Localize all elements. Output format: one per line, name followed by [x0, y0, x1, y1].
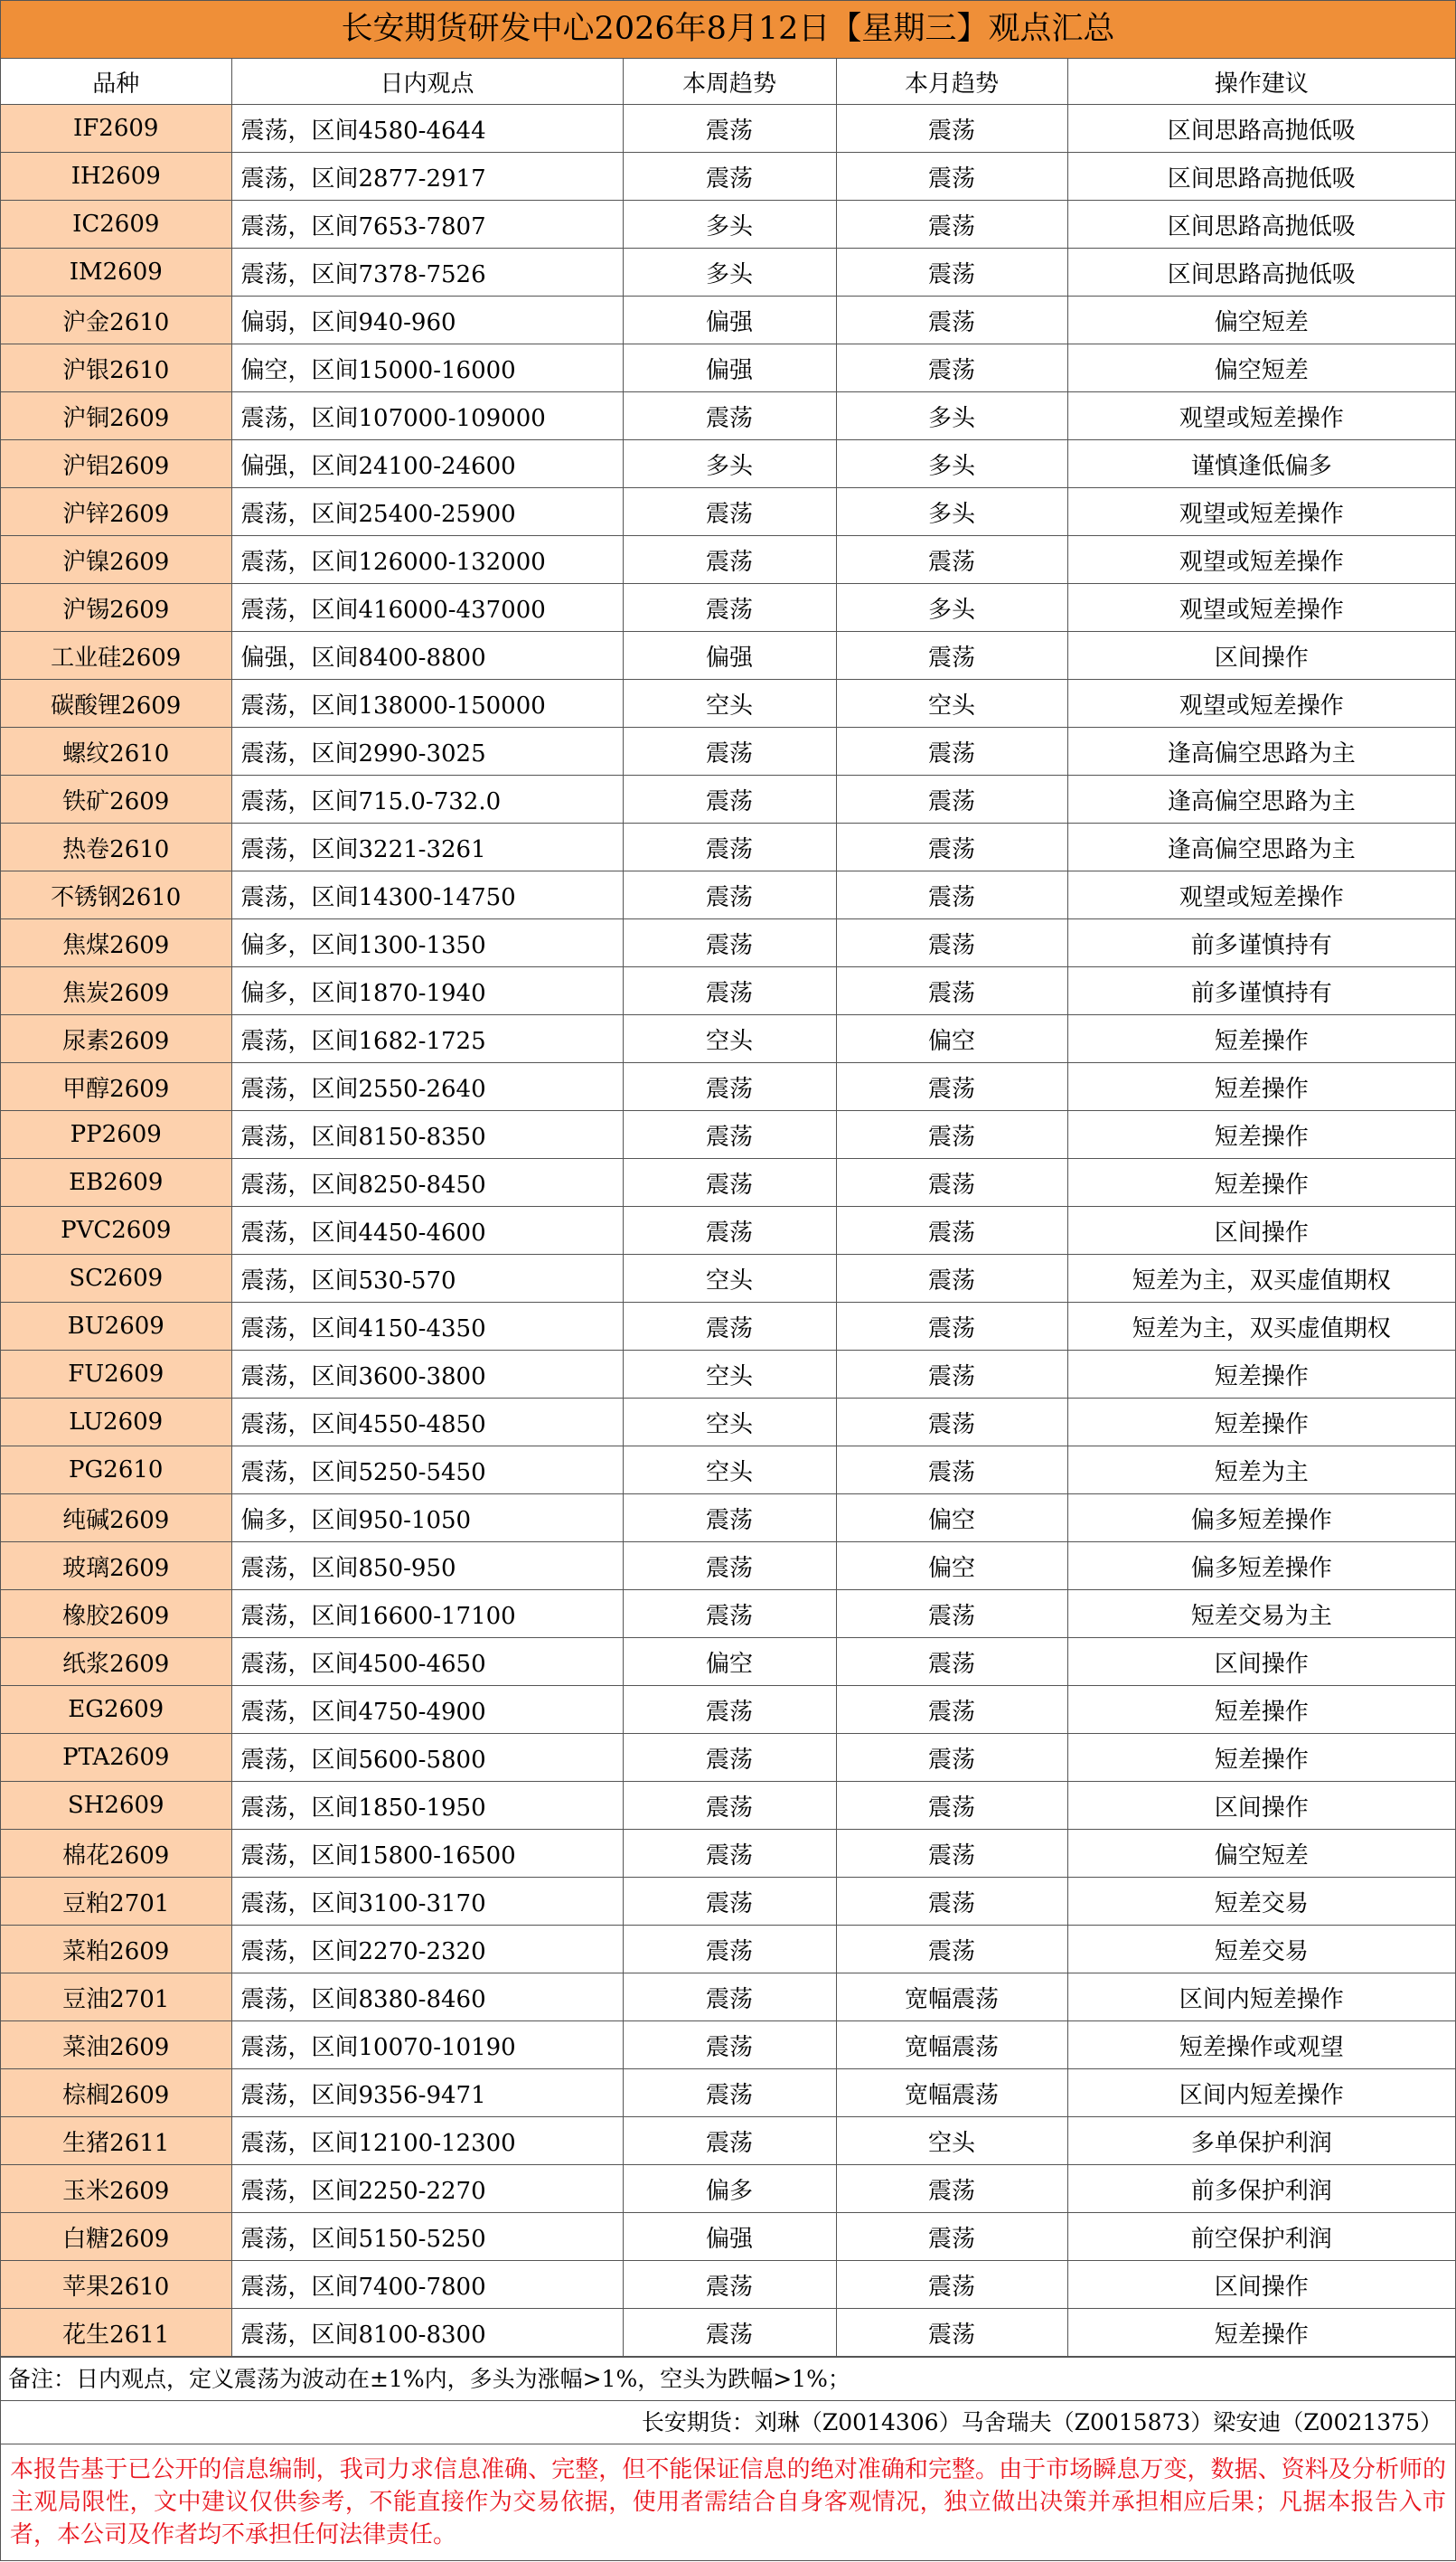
variety-cell: 纯碱2609 — [1, 1494, 231, 1542]
table-row — [1, 536, 1455, 584]
table-row — [1, 1207, 1455, 1255]
intraday-view-cell: 震荡，区间3600-3800 — [231, 1351, 623, 1399]
monthly-trend-cell: 宽幅震荡 — [836, 1973, 1067, 2021]
advice-cell: 前空保护利润 — [1067, 2213, 1455, 2261]
advice-cell: 短差为主，双买虚值期权 — [1067, 1255, 1455, 1303]
table-row — [1, 249, 1455, 297]
table-row — [1, 440, 1455, 488]
variety-cell: 热卷2610 — [1, 824, 231, 871]
monthly-trend-cell: 震荡 — [836, 297, 1067, 344]
table-row — [1, 871, 1455, 919]
weekly-trend-cell: 震荡 — [623, 153, 836, 201]
monthly-trend-cell: 震荡 — [836, 153, 1067, 201]
monthly-trend-cell: 震荡 — [836, 728, 1067, 776]
weekly-trend-cell: 空头 — [623, 1446, 836, 1494]
weekly-trend-cell: 震荡 — [623, 1590, 836, 1638]
weekly-trend-cell: 震荡 — [623, 2261, 836, 2309]
header-intraday: 日内观点 — [231, 59, 623, 105]
table-row — [1, 1638, 1455, 1686]
variety-cell: 沪金2610 — [1, 297, 231, 344]
weekly-trend-cell: 震荡 — [623, 392, 836, 440]
advice-cell: 前多保护利润 — [1067, 2165, 1455, 2213]
intraday-view-cell: 震荡，区间8150-8350 — [231, 1111, 623, 1159]
weekly-trend-cell: 震荡 — [623, 1734, 836, 1782]
variety-cell: BU2609 — [1, 1303, 231, 1351]
intraday-view-cell: 震荡，区间7400-7800 — [231, 2261, 623, 2309]
intraday-view-cell: 震荡，区间4150-4350 — [231, 1303, 623, 1351]
monthly-trend-cell: 震荡 — [836, 632, 1067, 680]
variety-cell: 沪铝2609 — [1, 440, 231, 488]
variety-cell: IF2609 — [1, 105, 231, 153]
weekly-trend-cell: 震荡 — [623, 776, 836, 824]
advice-cell: 短差交易 — [1067, 1926, 1455, 1973]
intraday-view-cell: 偏弱，区间940-960 — [231, 297, 623, 344]
table-row — [1, 2261, 1455, 2309]
variety-cell: 螺纹2610 — [1, 728, 231, 776]
monthly-trend-cell: 震荡 — [836, 1303, 1067, 1351]
variety-cell: 工业硅2609 — [1, 632, 231, 680]
intraday-view-cell: 震荡，区间25400-25900 — [231, 488, 623, 536]
variety-cell: 沪银2610 — [1, 344, 231, 392]
variety-cell: 铁矿2609 — [1, 776, 231, 824]
table-row — [1, 2021, 1455, 2069]
weekly-trend-cell: 震荡 — [623, 728, 836, 776]
monthly-trend-cell: 震荡 — [836, 871, 1067, 919]
variety-cell: 白糖2609 — [1, 2213, 231, 2261]
advice-cell: 区间内短差操作 — [1067, 1973, 1455, 2021]
weekly-trend-cell: 震荡 — [623, 1782, 836, 1830]
monthly-trend-cell: 震荡 — [836, 2165, 1067, 2213]
intraday-view-cell: 震荡，区间2250-2270 — [231, 2165, 623, 2213]
monthly-trend-cell: 震荡 — [836, 1159, 1067, 1207]
variety-cell: 碳酸锂2609 — [1, 680, 231, 728]
variety-cell: 尿素2609 — [1, 1015, 231, 1063]
monthly-trend-cell: 震荡 — [836, 1926, 1067, 1973]
variety-cell: IM2609 — [1, 249, 231, 297]
footnote: 备注：日内观点，定义震荡为波动在±1%内，多头为涨幅>1%，空头为跌幅>1%； — [1, 2357, 1455, 2401]
table-row — [1, 1734, 1455, 1782]
variety-cell: 豆油2701 — [1, 1973, 231, 2021]
weekly-trend-cell: 震荡 — [623, 1542, 836, 1590]
monthly-trend-cell: 震荡 — [836, 824, 1067, 871]
advice-cell: 短差操作 — [1067, 1734, 1455, 1782]
monthly-trend-cell: 多头 — [836, 392, 1067, 440]
table-row — [1, 1590, 1455, 1638]
variety-cell: SH2609 — [1, 1782, 231, 1830]
table-row — [1, 1782, 1455, 1830]
advice-cell: 短差为主，双买虚值期权 — [1067, 1303, 1455, 1351]
intraday-view-cell: 震荡，区间9356-9471 — [231, 2069, 623, 2117]
intraday-view-cell: 震荡，区间2877-2917 — [231, 153, 623, 201]
intraday-view-cell: 偏强，区间8400-8800 — [231, 632, 623, 680]
intraday-view-cell: 震荡，区间416000-437000 — [231, 584, 623, 632]
advice-cell: 区间操作 — [1067, 1207, 1455, 1255]
advice-cell: 区间思路高抛低吸 — [1067, 201, 1455, 249]
table-row — [1, 632, 1455, 680]
table-row — [1, 1542, 1455, 1590]
advice-cell: 观望或短差操作 — [1067, 680, 1455, 728]
intraday-view-cell: 震荡，区间2270-2320 — [231, 1926, 623, 1973]
weekly-trend-cell: 空头 — [623, 1255, 836, 1303]
monthly-trend-cell: 偏空 — [836, 1542, 1067, 1590]
intraday-view-cell: 震荡，区间850-950 — [231, 1542, 623, 1590]
weekly-trend-cell: 震荡 — [623, 824, 836, 871]
monthly-trend-cell: 震荡 — [836, 776, 1067, 824]
advice-cell: 短差操作 — [1067, 1159, 1455, 1207]
advice-cell: 观望或短差操作 — [1067, 488, 1455, 536]
intraday-view-cell: 震荡，区间4750-4900 — [231, 1686, 623, 1734]
weekly-trend-cell: 震荡 — [623, 2021, 836, 2069]
table-row — [1, 1351, 1455, 1399]
advice-cell: 短差操作 — [1067, 1015, 1455, 1063]
advice-cell: 多单保护利润 — [1067, 2117, 1455, 2165]
monthly-trend-cell: 震荡 — [836, 1638, 1067, 1686]
variety-cell: 不锈钢2610 — [1, 871, 231, 919]
monthly-trend-cell: 震荡 — [836, 1878, 1067, 1926]
intraday-view-cell: 震荡，区间8100-8300 — [231, 2309, 623, 2357]
advice-cell: 短差操作 — [1067, 1399, 1455, 1446]
advice-cell: 短差操作 — [1067, 1351, 1455, 1399]
weekly-trend-cell: 震荡 — [623, 2069, 836, 2117]
table-row — [1, 1015, 1455, 1063]
table-row — [1, 824, 1455, 871]
advice-cell: 短差交易为主 — [1067, 1590, 1455, 1638]
intraday-view-cell: 震荡，区间3100-3170 — [231, 1878, 623, 1926]
table-row — [1, 297, 1455, 344]
weekly-trend-cell: 震荡 — [623, 584, 836, 632]
intraday-view-cell: 震荡，区间10070-10190 — [231, 2021, 623, 2069]
advice-cell: 逢高偏空思路为主 — [1067, 776, 1455, 824]
advice-cell: 观望或短差操作 — [1067, 392, 1455, 440]
weekly-trend-cell: 震荡 — [623, 2117, 836, 2165]
intraday-view-cell: 震荡，区间4550-4850 — [231, 1399, 623, 1446]
table-row — [1, 1446, 1455, 1494]
intraday-view-cell: 震荡，区间1850-1950 — [231, 1782, 623, 1830]
monthly-trend-cell: 震荡 — [836, 967, 1067, 1015]
table-row — [1, 488, 1455, 536]
table-row — [1, 2213, 1455, 2261]
variety-cell: 焦煤2609 — [1, 919, 231, 967]
authors-line: 长安期货：刘琳（Z0014306）马舍瑞夫（Z0015873）梁安迪（Z0021375） — [1, 2401, 1455, 2444]
variety-cell: 玻璃2609 — [1, 1542, 231, 1590]
intraday-view-cell: 震荡，区间126000-132000 — [231, 536, 623, 584]
advice-cell: 区间内短差操作 — [1067, 2069, 1455, 2117]
intraday-view-cell: 偏多，区间1870-1940 — [231, 967, 623, 1015]
table-row — [1, 584, 1455, 632]
advice-cell: 偏空短差 — [1067, 297, 1455, 344]
intraday-view-cell: 震荡，区间7378-7526 — [231, 249, 623, 297]
advice-cell: 区间操作 — [1067, 1638, 1455, 1686]
table-row — [1, 1926, 1455, 1973]
weekly-trend-cell: 多头 — [623, 249, 836, 297]
table-row — [1, 1830, 1455, 1878]
intraday-view-cell: 震荡，区间7653-7807 — [231, 201, 623, 249]
weekly-trend-cell: 震荡 — [623, 1973, 836, 2021]
monthly-trend-cell: 震荡 — [836, 2261, 1067, 2309]
table-row — [1, 1973, 1455, 2021]
variety-cell: IH2609 — [1, 153, 231, 201]
monthly-trend-cell: 震荡 — [836, 105, 1067, 153]
variety-cell: PVC2609 — [1, 1207, 231, 1255]
intraday-view-cell: 震荡，区间715.0-732.0 — [231, 776, 623, 824]
weekly-trend-cell: 震荡 — [623, 919, 836, 967]
weekly-trend-cell: 震荡 — [623, 1159, 836, 1207]
weekly-trend-cell: 多头 — [623, 440, 836, 488]
weekly-trend-cell: 偏强 — [623, 344, 836, 392]
monthly-trend-cell: 震荡 — [836, 1830, 1067, 1878]
monthly-trend-cell: 多头 — [836, 584, 1067, 632]
views-table — [1, 59, 1455, 2357]
table-row — [1, 153, 1455, 201]
monthly-trend-cell: 偏空 — [836, 1015, 1067, 1063]
table-row — [1, 2069, 1455, 2117]
advice-cell: 逢高偏空思路为主 — [1067, 728, 1455, 776]
intraday-view-cell: 震荡，区间2550-2640 — [231, 1063, 623, 1111]
table-row — [1, 680, 1455, 728]
intraday-view-cell: 震荡，区间4580-4644 — [231, 105, 623, 153]
header-variety: 品种 — [1, 59, 231, 105]
table-row — [1, 2309, 1455, 2357]
variety-cell: EB2609 — [1, 1159, 231, 1207]
monthly-trend-cell: 偏空 — [836, 1494, 1067, 1542]
weekly-trend-cell: 震荡 — [623, 1830, 836, 1878]
weekly-trend-cell: 空头 — [623, 1015, 836, 1063]
table-row — [1, 201, 1455, 249]
monthly-trend-cell: 宽幅震荡 — [836, 2069, 1067, 2117]
advice-cell: 逢高偏空思路为主 — [1067, 824, 1455, 871]
variety-cell: PP2609 — [1, 1111, 231, 1159]
monthly-trend-cell: 震荡 — [836, 1255, 1067, 1303]
weekly-trend-cell: 震荡 — [623, 1686, 836, 1734]
variety-cell: PG2610 — [1, 1446, 231, 1494]
weekly-trend-cell: 偏多 — [623, 2165, 836, 2213]
weekly-trend-cell: 多头 — [623, 201, 836, 249]
table-row — [1, 1494, 1455, 1542]
weekly-trend-cell: 震荡 — [623, 105, 836, 153]
intraday-view-cell: 偏多，区间950-1050 — [231, 1494, 623, 1542]
table-row — [1, 2117, 1455, 2165]
monthly-trend-cell: 空头 — [836, 2117, 1067, 2165]
advice-cell: 观望或短差操作 — [1067, 871, 1455, 919]
monthly-trend-cell: 震荡 — [836, 536, 1067, 584]
advice-cell: 短差操作 — [1067, 2309, 1455, 2357]
variety-cell: 棉花2609 — [1, 1830, 231, 1878]
advice-cell: 偏多短差操作 — [1067, 1542, 1455, 1590]
variety-cell: 生猪2611 — [1, 2117, 231, 2165]
advice-cell: 区间操作 — [1067, 632, 1455, 680]
variety-cell: 苹果2610 — [1, 2261, 231, 2309]
advice-cell: 区间操作 — [1067, 1782, 1455, 1830]
variety-cell: 菜粕2609 — [1, 1926, 231, 1973]
table-row — [1, 1399, 1455, 1446]
weekly-trend-cell: 偏强 — [623, 2213, 836, 2261]
table-row — [1, 392, 1455, 440]
intraday-view-cell: 震荡，区间4450-4600 — [231, 1207, 623, 1255]
monthly-trend-cell: 震荡 — [836, 1782, 1067, 1830]
intraday-view-cell: 震荡，区间5150-5250 — [231, 2213, 623, 2261]
table-row — [1, 919, 1455, 967]
weekly-trend-cell: 空头 — [623, 1399, 836, 1446]
weekly-trend-cell: 偏空 — [623, 1638, 836, 1686]
variety-cell: 沪铜2609 — [1, 392, 231, 440]
advice-cell: 观望或短差操作 — [1067, 536, 1455, 584]
intraday-view-cell: 震荡，区间1682-1725 — [231, 1015, 623, 1063]
table-row — [1, 1111, 1455, 1159]
weekly-trend-cell: 震荡 — [623, 871, 836, 919]
variety-cell: 橡胶2609 — [1, 1590, 231, 1638]
weekly-trend-cell: 震荡 — [623, 1494, 836, 1542]
table-row — [1, 105, 1455, 153]
weekly-trend-cell: 震荡 — [623, 967, 836, 1015]
advice-cell: 前多谨慎持有 — [1067, 919, 1455, 967]
monthly-trend-cell: 震荡 — [836, 1446, 1067, 1494]
variety-cell: LU2609 — [1, 1399, 231, 1446]
header-advice: 操作建议 — [1067, 59, 1455, 105]
advice-cell: 观望或短差操作 — [1067, 584, 1455, 632]
intraday-view-cell: 震荡，区间530-570 — [231, 1255, 623, 1303]
advice-cell: 区间操作 — [1067, 2261, 1455, 2309]
advice-cell: 偏空短差 — [1067, 344, 1455, 392]
table-row — [1, 1878, 1455, 1926]
variety-cell: 甲醇2609 — [1, 1063, 231, 1111]
intraday-view-cell: 震荡，区间5600-5800 — [231, 1734, 623, 1782]
table-row — [1, 1063, 1455, 1111]
weekly-trend-cell: 震荡 — [623, 1063, 836, 1111]
intraday-view-cell: 震荡，区间8380-8460 — [231, 1973, 623, 2021]
variety-cell: PTA2609 — [1, 1734, 231, 1782]
intraday-view-cell: 偏强，区间24100-24600 — [231, 440, 623, 488]
advice-cell: 短差操作 — [1067, 1111, 1455, 1159]
monthly-trend-cell: 震荡 — [836, 1351, 1067, 1399]
variety-cell: 焦炭2609 — [1, 967, 231, 1015]
advice-cell: 区间思路高抛低吸 — [1067, 249, 1455, 297]
advice-cell: 短差操作或观望 — [1067, 2021, 1455, 2069]
intraday-view-cell: 震荡，区间5250-5450 — [231, 1446, 623, 1494]
table-row — [1, 776, 1455, 824]
variety-cell: FU2609 — [1, 1351, 231, 1399]
variety-cell: IC2609 — [1, 201, 231, 249]
advice-cell: 短差操作 — [1067, 1063, 1455, 1111]
variety-cell: 沪锡2609 — [1, 584, 231, 632]
variety-cell: 花生2611 — [1, 2309, 231, 2357]
monthly-trend-cell: 震荡 — [836, 1111, 1067, 1159]
weekly-trend-cell: 偏强 — [623, 297, 836, 344]
monthly-trend-cell: 震荡 — [836, 919, 1067, 967]
weekly-trend-cell: 空头 — [623, 680, 836, 728]
monthly-trend-cell: 震荡 — [836, 249, 1067, 297]
monthly-trend-cell: 震荡 — [836, 2309, 1067, 2357]
monthly-trend-cell: 空头 — [836, 680, 1067, 728]
variety-cell: 棕榈2609 — [1, 2069, 231, 2117]
advice-cell: 短差为主 — [1067, 1446, 1455, 1494]
intraday-view-cell: 震荡，区间14300-14750 — [231, 871, 623, 919]
disclaimer: 本报告基于已公开的信息编制，我司力求信息准确、完整，但不能保证信息的绝对准确和完整。由于市场瞬息万变，数据、资料及分析师的主观局限性，文中建议仅供参考，不能直接作为交易依据，使用者需结合自身客观情况，独立做出决策并承担相应后果；凡据本报告入市者，本公司及作者均不承担任何法律责任。 — [10, 2456, 1446, 2548]
table-row — [1, 1303, 1455, 1351]
table-row — [1, 1255, 1455, 1303]
weekly-trend-cell: 空头 — [623, 1351, 836, 1399]
intraday-view-cell: 震荡，区间12100-12300 — [231, 2117, 623, 2165]
advice-cell: 前多谨慎持有 — [1067, 967, 1455, 1015]
weekly-trend-cell: 震荡 — [623, 1207, 836, 1255]
intraday-view-cell: 偏多，区间1300-1350 — [231, 919, 623, 967]
advice-cell: 偏多短差操作 — [1067, 1494, 1455, 1542]
monthly-trend-cell: 宽幅震荡 — [836, 2021, 1067, 2069]
monthly-trend-cell: 震荡 — [836, 1399, 1067, 1446]
monthly-trend-cell: 震荡 — [836, 201, 1067, 249]
intraday-view-cell: 震荡，区间8250-8450 — [231, 1159, 623, 1207]
table-row — [1, 967, 1455, 1015]
weekly-trend-cell: 震荡 — [623, 536, 836, 584]
monthly-trend-cell: 震荡 — [836, 344, 1067, 392]
monthly-trend-cell: 震荡 — [836, 1734, 1067, 1782]
monthly-trend-cell: 震荡 — [836, 2213, 1067, 2261]
variety-cell: 玉米2609 — [1, 2165, 231, 2213]
variety-cell: 纸浆2609 — [1, 1638, 231, 1686]
advice-cell: 短差交易 — [1067, 1878, 1455, 1926]
table-row — [1, 2165, 1455, 2213]
header-weekly-trend: 本周趋势 — [623, 59, 836, 105]
advice-cell: 短差操作 — [1067, 1686, 1455, 1734]
monthly-trend-cell: 多头 — [836, 488, 1067, 536]
table-row — [1, 344, 1455, 392]
variety-cell: EG2609 — [1, 1686, 231, 1734]
intraday-view-cell: 震荡，区间4500-4650 — [231, 1638, 623, 1686]
intraday-view-cell: 震荡，区间2990-3025 — [231, 728, 623, 776]
table-body — [1, 105, 1455, 2357]
intraday-view-cell: 震荡，区间3221-3261 — [231, 824, 623, 871]
advice-cell: 区间思路高抛低吸 — [1067, 153, 1455, 201]
weekly-trend-cell: 震荡 — [623, 488, 836, 536]
advice-cell: 偏空短差 — [1067, 1830, 1455, 1878]
variety-cell: 菜油2609 — [1, 2021, 231, 2069]
header-monthly-trend: 本月趋势 — [836, 59, 1067, 105]
monthly-trend-cell: 震荡 — [836, 1686, 1067, 1734]
weekly-trend-cell: 偏强 — [623, 632, 836, 680]
monthly-trend-cell: 震荡 — [836, 1590, 1067, 1638]
intraday-view-cell: 震荡，区间138000-150000 — [231, 680, 623, 728]
weekly-trend-cell: 震荡 — [623, 1111, 836, 1159]
weekly-trend-cell: 震荡 — [623, 1926, 836, 1973]
monthly-trend-cell: 多头 — [836, 440, 1067, 488]
header-row — [1, 59, 1455, 105]
weekly-trend-cell: 震荡 — [623, 2309, 836, 2357]
intraday-view-cell: 震荡，区间16600-17100 — [231, 1590, 623, 1638]
table-row — [1, 728, 1455, 776]
page-title: 长安期货研发中心2026年8月12日【星期三】观点汇总 — [1, 1, 1455, 59]
intraday-view-cell: 震荡，区间15800-16500 — [231, 1830, 623, 1878]
advice-cell: 区间思路高抛低吸 — [1067, 105, 1455, 153]
advice-cell: 谨慎逢低偏多 — [1067, 440, 1455, 488]
variety-cell: SC2609 — [1, 1255, 231, 1303]
intraday-view-cell: 偏空，区间15000-16000 — [231, 344, 623, 392]
weekly-trend-cell: 震荡 — [623, 1303, 836, 1351]
variety-cell: 沪锌2609 — [1, 488, 231, 536]
table-row — [1, 1159, 1455, 1207]
monthly-trend-cell: 震荡 — [836, 1207, 1067, 1255]
variety-cell: 豆粕2701 — [1, 1878, 231, 1926]
weekly-trend-cell: 震荡 — [623, 1878, 836, 1926]
intraday-view-cell: 震荡，区间107000-109000 — [231, 392, 623, 440]
variety-cell: 沪镍2609 — [1, 536, 231, 584]
table-row — [1, 1686, 1455, 1734]
monthly-trend-cell: 震荡 — [836, 1063, 1067, 1111]
